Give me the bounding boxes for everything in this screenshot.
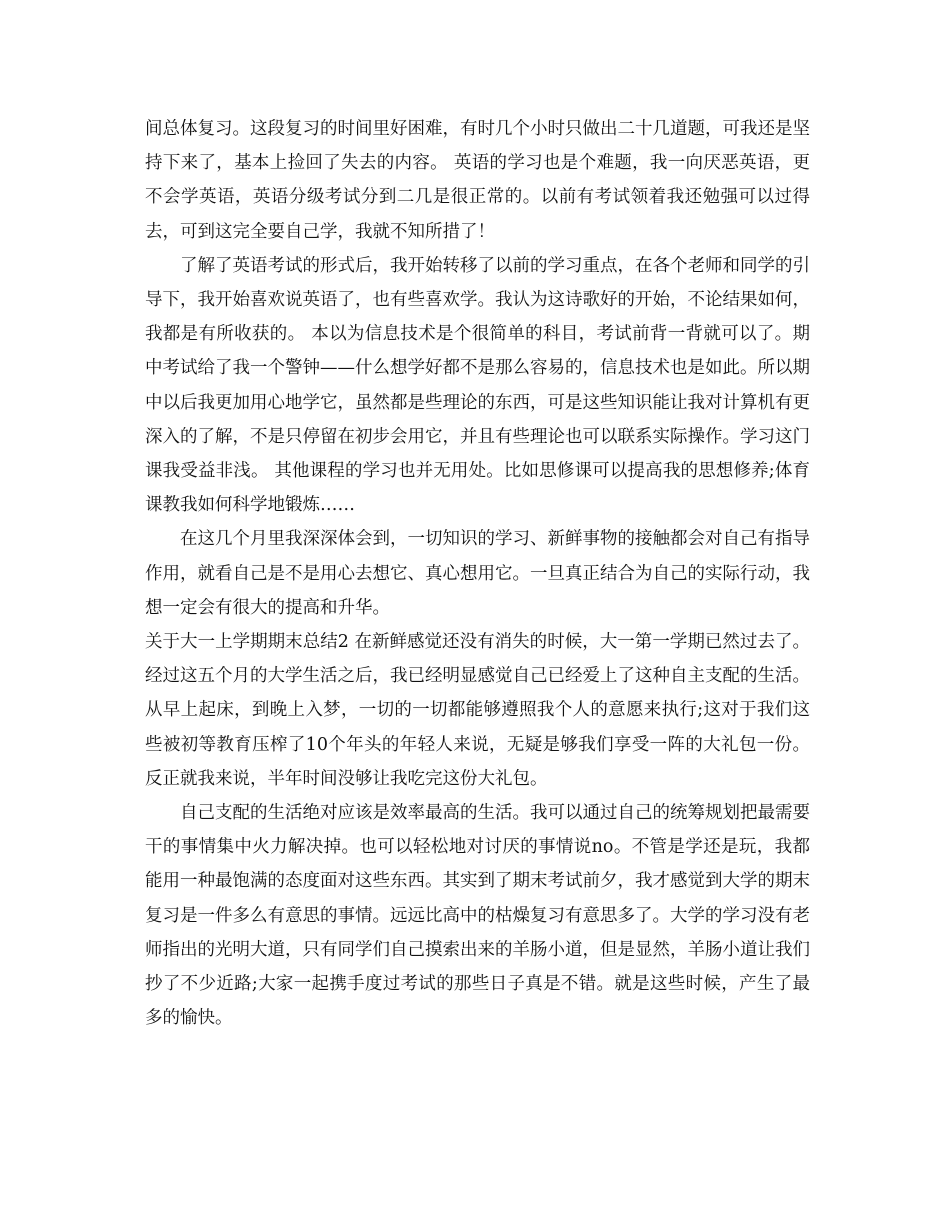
paragraph-2: 了解了英语考试的形式后，我开始转移了以前的学习重点，在各个老师和同学的引导下，我开始喜欢说英语了，也有些喜欢学。我认为这诗歌好的开始，不论结果如何，我都是有所收获的。 本以为信息技术是个很简单的科目，考试前背一背就可以了。期中考试给了我一个警钟——什么想学好都不是那么容易的，信息技术也是如此。所以期中以后我更加用心地学它，虽然都是些理论的东西，可是这些知识能让我对计算机有更深入的了解，不是只停留在初步会用它，并且有些理论也可以联系实际操作。学习这门课我受益非浅。 其他课程的学习也并无用处。比如思修课可以提高我的思想修养;体育课教我如何科学地锻炼…… [145,255,810,516]
paragraph-3: 在这几个月里我深深体会到，一切知识的学习、新鲜事物的接触都会对自己有指导作用，就看自己是不是用心去想它、真心想用它。一旦真正结合为自己的实际行动，我想一定会有很大的提高和升华。 [145,529,810,618]
paragraph-5: 自己支配的生活绝对应该是效率最高的生活。我可以通过自己的统筹规划把最需要干的事情集中火力解决掉。也可以轻松地对讨厌的事情说no。不管是学还是玩，我都能用一种最饱满的态度面对这些东西。其实到了期末考试前夕，我才感觉到大学的期末复习是一件多么有意思的事情。远远比高中的枯燥复习有意思多了。大学的学习没有老师指出的光明大道，只有同学们自己摸索出来的羊肠小道，但是显然，羊肠小道让我们抄了不少近路;大家一起携手度过考试的那些日子真是不错。就是这些时候，产生了最多的愉快。 [145,803,810,1029]
section-heading-paragraph: 关于大一上学期期末总结2 在新鲜感觉还没有消失的时候，大一第一学期已然过去了。经过这五个月的大学生活之后，我已经明显感觉自己已经爱上了这种自主支配的生活。从早上起床，到晚上入梦，一切的一切都能够遵照我个人的意愿来执行;这对于我们这些被初等教育压榨了10个年头的年轻人来说，无疑是够我们享受一阵的大礼包一份。反正就我来说，半年时间没够让我吃完这份大礼包。 [145,632,810,789]
paragraph-1: 间总体复习。这段复习的时间里好困难，有时几个小时只做出二十几道题，可我还是坚持下来了，基本上捡回了失去的内容。 英语的学习也是个难题，我一向厌恶英语，更不会学英语，英语分级考试分到二几是很正常的。以前有考试领着我还勉强可以过得去，可到这完全要自己学，我就不知所措了！ [145,119,810,242]
document-page [145,112,810,1035]
